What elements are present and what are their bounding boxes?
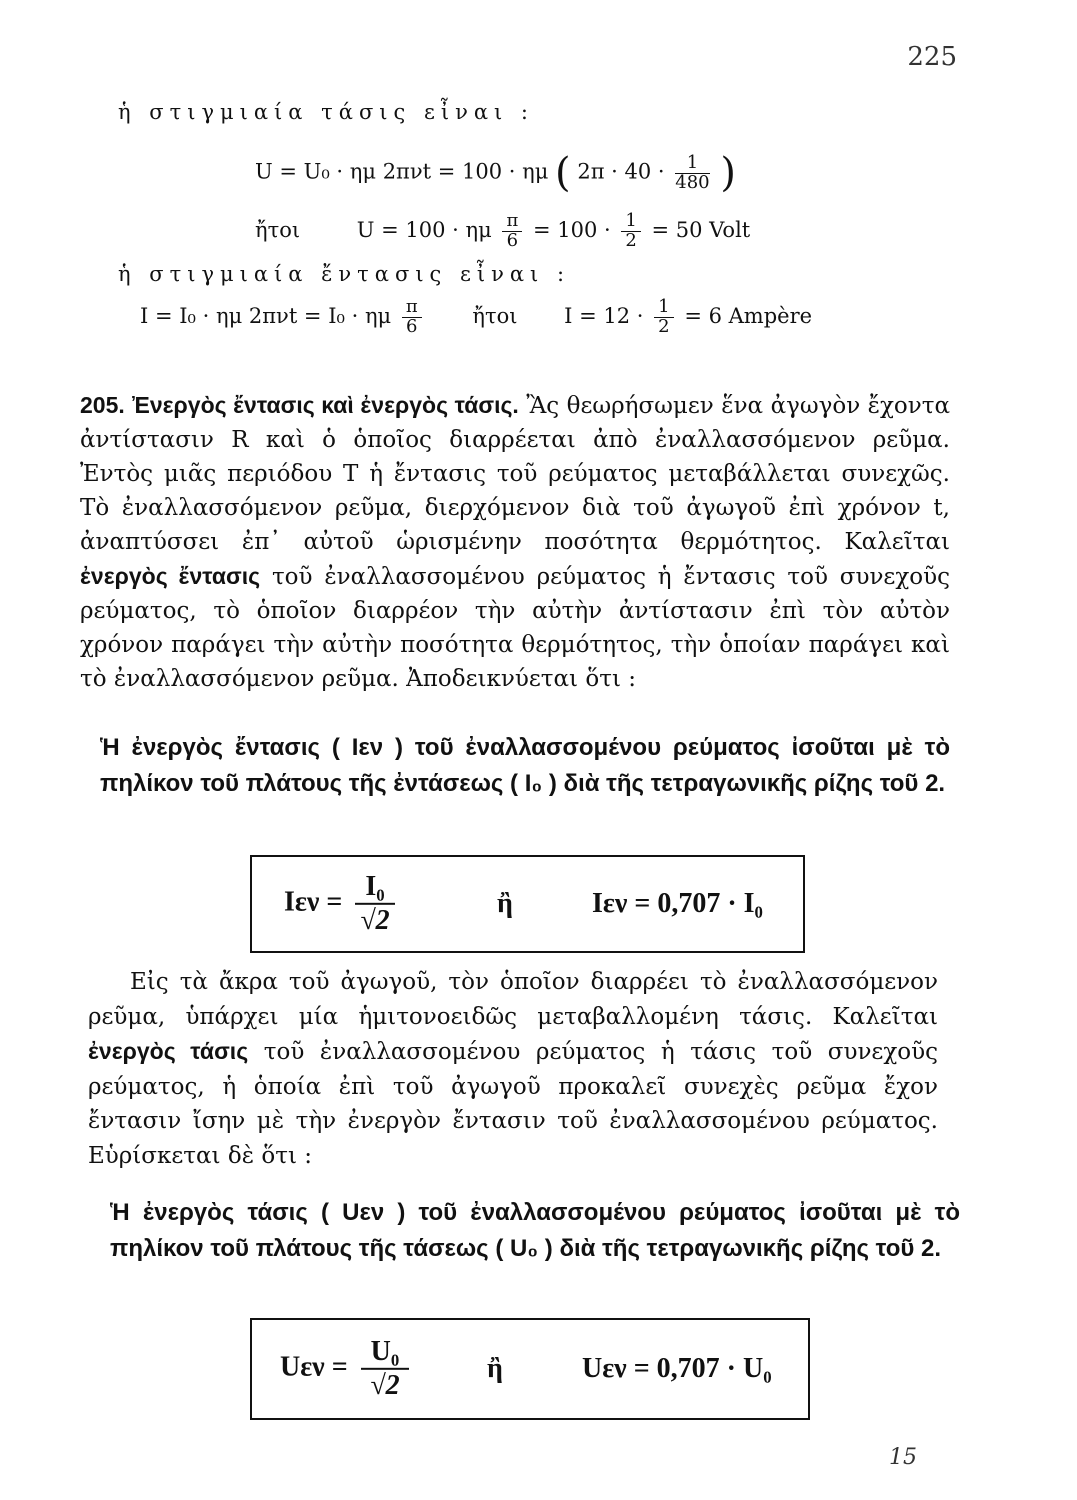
section-text-1: Ἂς θεωρήσωμεν ἕνα ἀγωγὸν ἔχοντα ἀντίστασιν R καὶ ὁ ὁποῖος διαρρέεται ἀπὸ ἐναλλασσόμενον ρεῦμα. Ἐντὸς μιᾶς περιόδου T ἡ ἔντασις τοῦ ρεύματος μεταβάλλεται συνεχῶς. Τὸ ἐναλλασσόμενον ρεῦμα, διερχόμενον διὰ τοῦ ἀγωγοῦ ἐπὶ χρόνον t, ἀναπτύσσει ἐπ᾽ αὐτοῦ ὡρισμένην ποσότητα θερμότητος. Καλεῖται xyxy=(80,393,951,555)
formula1-or: ἢ xyxy=(497,888,513,919)
voltage-result: ἤτοι U = 100 · ημ $\frac{\pi}{6}$ = 100 · $\frac{1}{2}$ = 50 Volt xyxy=(255,210,751,251)
formula2-rhs: Uεν = 0,707 · U₀ xyxy=(582,1353,772,1384)
voltage-equation-lhs: U = U₀ · ημ 2πνt = 100 · ημ xyxy=(255,159,549,184)
effective-current-formula-box xyxy=(250,855,805,953)
effective-voltage-statement: Ἡ ἐνεργὸς τάσις ( Uεν ) τοῦ ἐναλλασσομένου ρεύματος ἰσοῦται μὲ τὸ πηλίκον τοῦ πλάτους τῆς τάσεως ( U₀ ) διὰ τῆς τετραγωνικῆς ρίζης τοῦ 2. xyxy=(110,1199,960,1262)
instant-current-intro: ἡ στιγμιαία ἔντασις εἶναι : xyxy=(118,262,571,286)
section-title: Ἐνεργὸς ἔντασις καὶ ἐνεργὸς τάσις. xyxy=(132,392,519,418)
section-text-2: τοῦ ἐναλλασσομένου ρεύματος ἡ ἔντασις τοῦ συνεχοῦς ρεύματος, τὸ ὁποῖον διαρρέον τὴν αὐτὴν ἀντίστασιν ἐπὶ τὸν αὐτὸν χρόνον παράγει τὴν αὐτὴν ποσότητα θερμότητος, τὴν ὁποίαν παράγει καὶ τὸ ἐναλλασσόμενον ρεῦμα. Ἀποδεικνύεται ὅτι : xyxy=(80,564,950,692)
effective-current-statement: Ἡ ἐνεργὸς ἔντασις ( Iεν ) τοῦ ἐναλλασσομένου ρεύματος ἰσοῦται μὲ τὸ πηλίκον τοῦ πλάτους τῆς ἐντάσεως ( I₀ ) διὰ τῆς τετραγωνικῆς ρίζης τοῦ 2. xyxy=(100,734,950,797)
voltage-equation-inner: 2π · 40 · xyxy=(577,159,665,184)
voltage-equation: U = U₀ · ημ 2πνt = 100 · ημ ( 2π · 40 · $\frac{1}{480}$ ) xyxy=(255,150,736,196)
formula2-or: ἢ xyxy=(487,1353,503,1384)
footer-number: 15 xyxy=(889,1445,917,1470)
term-effective-current: ἐνεργὸς ἔντασις xyxy=(80,563,261,589)
page-number: 225 xyxy=(907,42,957,72)
fraction-1-480: $\frac{1}{480}$ xyxy=(675,151,710,193)
instant-voltage-intro: ἡ στιγμιαία τάσις εἶναι : xyxy=(118,100,534,124)
formula1-lhs: Iεν = $\frac{\text{I₀}}{√2}$ xyxy=(284,871,401,937)
section-number: 205. xyxy=(80,392,125,418)
formula1-rhs: Iεν = 0,707 · I₀ xyxy=(592,888,763,919)
section-205-paragraph xyxy=(80,388,950,696)
effective-voltage-paragraph: Εἰς τὰ ἄκρα τοῦ ἀγωγοῦ, τὸν ὁποῖον διαρρέει τὸ ἐναλλασσόμενον ρεῦμα, ὑπάρχει μία ἡμιτονοειδῶς μεταβαλλομένη τάσις. Καλεῖται ἐνεργὸς τάσις τοῦ ἐναλλασσομένου ρεύματος ἡ τάσις τοῦ συνεχοῦς ρεύματος, ἡ ὁποία ἐπὶ τοῦ ἀγωγοῦ προκαλεῖ συνεχὲς ρεῦμα ἔχον ἔντασιν ἴσην μὲ τὴν ἐνεργὸν ἔντασιν τοῦ ἐναλλασσομένου ρεύματος. Εὑρίσκεται δὲ ὅτι : xyxy=(88,969,938,1169)
formula2-lhs: Uεν = $\frac{\text{U₀}}{√2}$ xyxy=(280,1336,415,1402)
effective-voltage-formula-box xyxy=(250,1318,810,1420)
current-equation: I = I₀ · ημ 2πνt = I₀ · ημ $\frac{\pi}{6}$ ἤτοι I = 12 · $\frac{1}{2}$ = 6 Ampère xyxy=(140,296,813,337)
term-effective-voltage: ἐνεργὸς τάσις xyxy=(88,1038,249,1064)
